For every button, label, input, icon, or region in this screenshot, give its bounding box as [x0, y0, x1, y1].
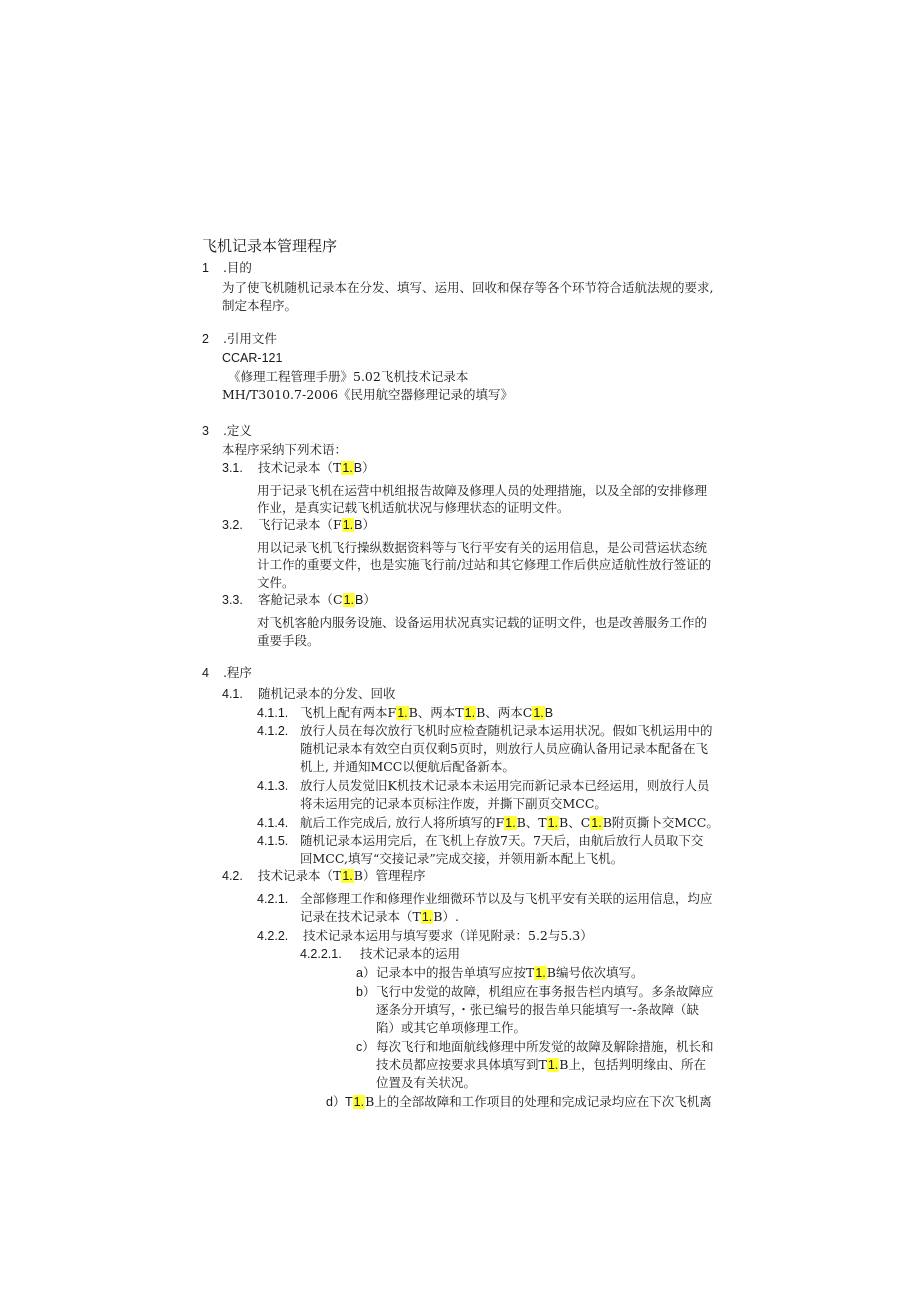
subsection-title: B）管理程序	[353, 868, 426, 883]
paragraph-line: 回MCC,填写“交接记录”完成交接，并领用新本配上飞机。	[300, 851, 624, 866]
highlight-mark: 1.	[353, 1095, 365, 1109]
item-text: 技术记录本的运用	[360, 946, 461, 961]
highlight-mark: 1.	[342, 461, 353, 475]
subsection-heading	[222, 867, 425, 885]
highlight-mark: 1.	[397, 706, 408, 720]
item-label: b）	[356, 985, 376, 999]
section-number: 2	[202, 332, 209, 346]
item-number: 4.1.1.	[257, 706, 289, 720]
paragraph-line: 计工作的重要文件，也是实施飞行前/过站和其它修理工作后供应适航性放行签证的	[257, 557, 712, 572]
subsection-title: 随机记录本的分发、回收	[258, 686, 396, 701]
term-text: 客舱记录本（C	[258, 592, 343, 607]
paragraph-line: 为了使飞机随机记录本在分发、填写、运用、回收和保存等各个环节符合适航法规的要求,	[222, 280, 714, 295]
highlight-mark: 1.	[421, 910, 433, 924]
item-label: d）	[326, 1095, 346, 1109]
paragraph-line: 文件。	[257, 575, 295, 590]
item-label: a）	[356, 966, 376, 980]
paragraph-line	[300, 908, 459, 926]
section-title: .定义	[222, 423, 252, 438]
paragraph-line: 作业，是真实记载飞机适航状况与修理状态的证明文件。	[257, 500, 570, 515]
definition-heading	[222, 591, 376, 609]
item-text: 随机记录本运用完后，在飞机上存放7天。7天后，由航后放行人员取下交	[300, 833, 704, 848]
item-number: 4.1.3.	[257, 779, 289, 793]
paragraph-line: 用于记录飞机在运营中机组报告故障及修理人员的处理措施，以及全部的安排修理	[257, 483, 708, 498]
list-item	[356, 964, 643, 982]
item-number: 4.1.4.	[257, 816, 289, 830]
item-number: 4.2.1.	[257, 892, 289, 906]
section-1-heading	[202, 259, 252, 277]
reference-item: CCAR-121	[222, 351, 283, 365]
highlight-mark: 1.	[547, 816, 559, 830]
paragraph-line: 本程序采纳下列术语：	[222, 442, 348, 457]
paragraph-line: 位置及有关状况。	[376, 1075, 477, 1090]
item-number: 4.2.2.	[257, 929, 289, 943]
term-text: 技术记录本（T	[258, 460, 342, 475]
highlight-mark: 1.	[342, 518, 354, 532]
item-number: 4.2.2.1.	[300, 947, 342, 961]
highlight-mark: 1.	[533, 706, 544, 720]
section-title: .程序	[222, 665, 252, 680]
item-number: 3.3.	[222, 593, 243, 607]
item-text: B上的全部故障和工作项目的处理和完成记录均应在下次飞机离	[365, 1094, 712, 1109]
item-text: B）.	[433, 909, 459, 924]
list-item	[257, 704, 553, 722]
reference-item: MH/T3010.7-2006《民用航空器修理记录的填写》	[222, 387, 514, 402]
section-number: 1	[202, 261, 209, 275]
section-4-heading	[202, 664, 252, 682]
item-number: 4.2.	[222, 869, 243, 883]
list-item	[356, 983, 714, 1001]
list-item	[300, 945, 460, 963]
item-number: 3.1.	[222, 461, 243, 475]
list-item	[257, 814, 719, 832]
section-title: .引用文件	[222, 331, 277, 346]
paragraph-line: 将未运用完的记录本页标注作废，并撕下副页交MCC。	[300, 796, 607, 811]
item-text: T	[345, 1095, 353, 1109]
list-item	[257, 777, 709, 795]
item-text: 记录本中的报告单填写应按T	[376, 965, 535, 980]
item-text: 技术记录本运用与填写要求（详见附录：5.2与5.3）	[303, 928, 593, 943]
item-number: 4.1.	[222, 687, 243, 701]
list-item	[257, 890, 713, 908]
section-title: .目的	[222, 260, 252, 275]
item-text: B、两本C	[476, 705, 533, 720]
term-text: B）	[354, 518, 375, 532]
paragraph-line: 随机记录本有效空白页仅剩5页时，则放行人员应确认备用记录本配备在飞	[300, 741, 708, 756]
paragraph-line: 制定本程序。	[222, 298, 298, 313]
item-text: 每次飞行和地面航线修理中所发觉的故障及解除措施，机长和	[376, 1039, 714, 1054]
highlight-mark: 1.	[505, 816, 516, 830]
list-item	[257, 832, 703, 850]
item-number: 3.2.	[222, 518, 243, 532]
item-text: 记录在技术记录本（T	[300, 909, 421, 924]
list-item	[326, 1093, 712, 1111]
term-text: B）	[353, 461, 375, 475]
paragraph-line: 用以记录飞机飞行操纵数据资料等与飞行平安有关的运用信息，是公司营运状态统	[257, 540, 708, 555]
list-item	[356, 1038, 714, 1056]
item-text: B、两本T	[408, 705, 464, 720]
item-number: 4.1.2.	[257, 724, 289, 738]
item-text: B上，包括判明缘由、所在	[559, 1057, 706, 1072]
item-text: B附页撕卜交MCC。	[602, 815, 719, 830]
item-text: 飞行中发觉的故障，机组应在事务报告栏内填写。多条故障应	[376, 984, 714, 999]
reference-item: 《修理工程管理手册》5.02飞机技术记录本	[228, 369, 469, 384]
definition-heading	[222, 459, 375, 477]
list-item	[257, 722, 713, 740]
term-text: B）	[355, 593, 376, 607]
highlight-mark: 1.	[343, 593, 355, 607]
term-text: 飞行记录本（F	[258, 517, 342, 532]
list-item	[257, 927, 593, 945]
section-number: 4	[202, 666, 209, 680]
highlight-mark: 1.	[464, 706, 476, 720]
section-2-heading	[202, 330, 277, 348]
highlight-mark: 1.	[547, 1058, 559, 1072]
item-text: 放行人员发觉旧K机技术记录本未运用完而新记录本已经运用，则放行人员	[300, 778, 710, 793]
item-text: 航后工作完成后, 放行人将所填写的F	[300, 815, 505, 830]
paragraph-line: 逐条分开填写，・张已编号的报告单只能填写一-条故障（缺	[376, 1002, 699, 1017]
subsection-heading	[222, 685, 396, 703]
highlight-mark: 1.	[591, 816, 602, 830]
item-text: 全部修理工作和修理作业细微环节以及与飞机平安有关联的运用信息，均应	[300, 891, 713, 906]
item-text: B	[544, 706, 554, 720]
paragraph-line: 陷）或其它单项修理工作。	[376, 1020, 527, 1035]
item-label: c）	[356, 1040, 375, 1054]
item-text: B编号依次填写。	[546, 965, 644, 980]
paragraph-line: 重要手段。	[257, 633, 320, 648]
item-text: 放行人员在每次放行飞机时应检查随机记录本运用状况。假如飞机运用中的	[300, 723, 713, 738]
item-number: 4.1.5.	[257, 834, 289, 848]
paragraph-line: 机上, 并通知MCC以便航后配备新本。	[300, 759, 515, 774]
item-text: B、T	[516, 815, 547, 830]
item-text: 技术员都应按要求具体填写到T	[376, 1057, 547, 1072]
paragraph-line: 对飞机客舱内服务设施、设备运用状况真实记载的证明文件，也是改善服务工作的	[257, 615, 708, 630]
document-title: 飞机记录本管理程序	[202, 237, 338, 255]
section-3-heading	[202, 422, 252, 440]
subsection-title: 技术记录本（T	[258, 868, 342, 883]
highlight-mark: 1.	[535, 966, 546, 980]
highlight-mark: 1.	[342, 869, 353, 883]
section-number: 3	[202, 424, 209, 438]
definition-heading	[222, 516, 375, 534]
paragraph-line	[376, 1056, 706, 1074]
item-text: 飞机上配有两本F	[300, 705, 397, 720]
item-text: B、C	[559, 815, 591, 830]
